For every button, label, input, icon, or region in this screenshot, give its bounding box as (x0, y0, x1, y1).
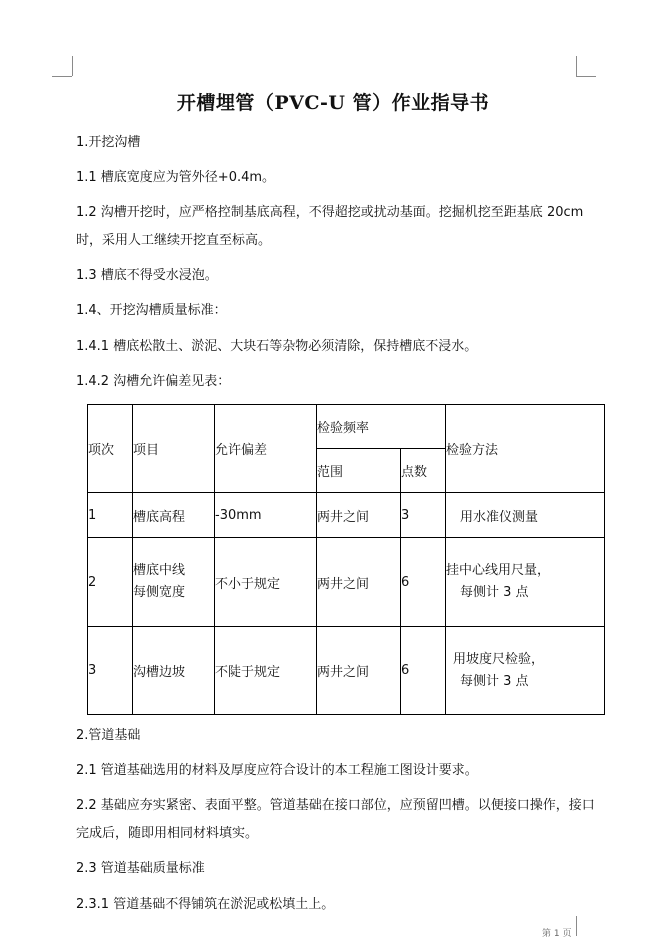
section-2-heading: 2.管道基础 (76, 728, 141, 743)
document-title: 开槽埋管（PVC-U 管）作业指导书 (176, 92, 490, 114)
row-2-points: 6 (401, 538, 446, 627)
row-2-item (133, 538, 215, 627)
header-item-no: 项次 (88, 405, 133, 493)
paragraph-2-1: 2.1 管道基础选用的材料及厚度应符合设计的本工程施工图设计要求。 (76, 763, 478, 778)
paragraph-1-2: 1.2 沟槽开挖时，应严格控制基底高程，不得超挖或扰动基面。挖掘机挖至距基底 20cm 时，采用人工继续开挖直至标高。 (76, 205, 584, 248)
table-row (88, 493, 605, 538)
row-2-tolerance: 不小于规定 (215, 538, 317, 627)
row-2-range: 两井之间 (317, 538, 401, 627)
paragraph-2-3-1: 2.3.1 管道基础不得铺筑在淤泥或松填土上。 (76, 897, 335, 912)
paragraph-2-3: 2.3 管道基础质量标准 (76, 861, 205, 876)
row-3-no: 3 (88, 627, 133, 715)
paragraph-1-3: 1.3 槽底不得受水浸泡。 (76, 268, 218, 283)
row-2-no: 2 (88, 538, 133, 627)
row-1-tolerance: -30mm (215, 493, 317, 538)
page-number: 第 1 页 (542, 929, 572, 939)
row-3-points: 6 (401, 627, 446, 715)
crop-mark-top-left (72, 56, 73, 76)
row-2-method-line-1: 挂中心线用尺量， (446, 563, 551, 578)
row-2-method (446, 538, 605, 627)
paragraph-1-4-2: 1.4.2 沟槽允许偏差见表： (76, 374, 231, 389)
header-points: 点数 (401, 449, 446, 493)
row-1-no: 1 (88, 493, 133, 538)
section-1-heading: 1.开挖沟槽 (76, 135, 141, 150)
header-item: 项目 (133, 405, 215, 493)
row-3-method (446, 627, 605, 715)
header-range: 范围 (317, 449, 401, 493)
crop-mark-top-right-h (576, 76, 596, 77)
row-2-item-line-2: 每侧宽度 (133, 585, 186, 600)
row-1-item: 槽底高程 (133, 493, 215, 538)
row-3-range: 两井之间 (317, 627, 401, 715)
row-3-method-line-1: 用坡度尺检验， (453, 651, 545, 667)
header-method: 检验方法 (446, 405, 605, 493)
paragraph-1-4: 1.4、开挖沟槽质量标准： (76, 303, 227, 318)
crop-mark-bottom-right (576, 916, 577, 936)
table-row (88, 538, 605, 627)
table-row (88, 627, 605, 715)
row-1-method: 用水准仪测量 (446, 493, 605, 538)
paragraph-1-1: 1.1 槽底宽度应为管外径+0.4m。 (76, 170, 276, 185)
trench-tolerance-table (87, 404, 605, 715)
row-1-points: 3 (401, 493, 446, 538)
row-2-item-line-1: 槽底中线 (133, 563, 186, 578)
crop-mark-top-left-h (52, 76, 72, 77)
row-3-item: 沟槽边坡 (133, 627, 215, 715)
row-2-method-line-2: 每侧计 3 点 (460, 585, 529, 600)
header-tolerance: 允许偏差 (215, 405, 317, 493)
header-frequency: 检验频率 (317, 405, 446, 449)
row-3-tolerance: 不陡于规定 (215, 627, 317, 715)
row-3-method-line-2: 每侧计 3 点 (460, 673, 529, 689)
row-1-range: 两井之间 (317, 493, 401, 538)
crop-mark-top-right (576, 56, 577, 76)
paragraph-1-4-1: 1.4.1 槽底松散土、淤泥、大块石等杂物必须清除，保持槽底不浸水。 (76, 339, 478, 354)
paragraph-2-2: 2.2 基础应夯实紧密、表面平整。管道基础在接口部位，应预留凹槽。以便接口操作，接口完成后，随即用相同材料填实。 (76, 798, 595, 841)
